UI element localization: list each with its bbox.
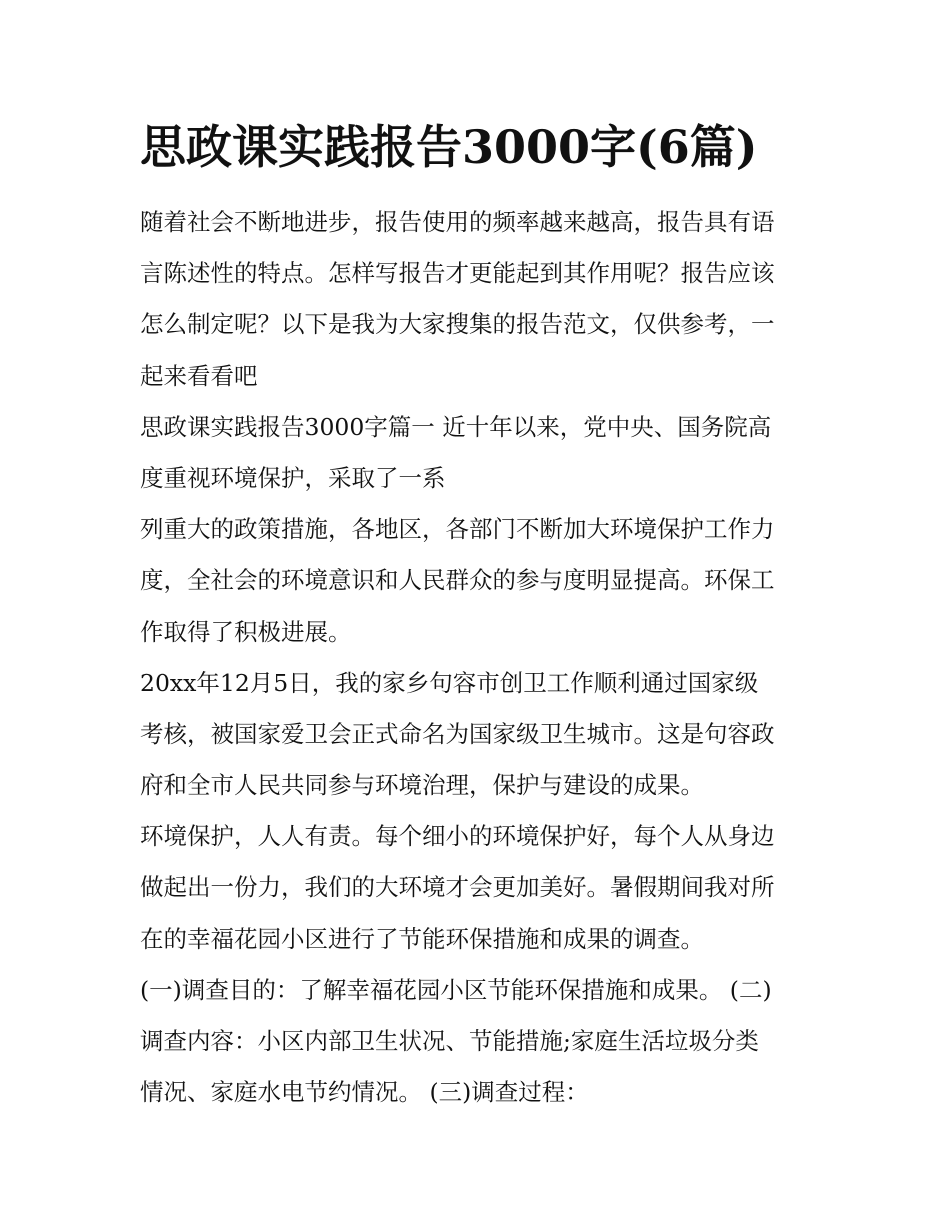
text-line: 做起出一份力，我们的大环境才会更加美好。暑假期间我对所: [140, 873, 775, 902]
text-line: 环境保护，人人有责。每个细小的环境保护好，每个人从身边: [140, 822, 775, 851]
document-title: 思政课实践报告3000字(6篇): [140, 120, 758, 174]
text-line: 怎么制定呢？以下是我为大家搜集的报告范文，仅供参考，一: [140, 310, 775, 339]
text-line: 度，全社会的环境意识和人民群众的参与度明显提高。环保工: [140, 566, 775, 595]
text-line: 列重大的政策措施，各地区，各部门不断加大环境保护工作力: [140, 515, 775, 544]
text-line: 作取得了积极进展。: [140, 617, 352, 646]
text-line: 20xx年12月5日，我的家乡句容市创卫工作顺利通过国家级: [140, 668, 759, 697]
text-line: 情况、家庭水电节约情况。 (三)调查过程：: [140, 1078, 589, 1107]
text-line: 考核，被国家爱卫会正式命名为国家级卫生城市。这是句容政: [140, 719, 775, 748]
text-line: 调查内容：小区内部卫生状况、节能措施;家庭生活垃圾分类: [140, 1027, 759, 1055]
text-line: 度重视环境保护，采取了一系: [140, 463, 446, 492]
text-line: 言陈述性的特点。怎样写报告才更能起到其作用呢？报告应该: [140, 259, 775, 288]
text-line: 在的幸福花园小区进行了节能环保措施和成果的调查。: [140, 924, 704, 953]
text-line: (一)调查目的：了解幸福花园小区节能环保措施和成果。 (二): [140, 975, 772, 1004]
text-line: 随着社会不断地进步，报告使用的频率越来越高，报告具有语: [140, 208, 775, 236]
document-body: [140, 197, 820, 1118]
text-line: 思政课实践报告3000字篇一 近十年以来，党中央、国务院高: [140, 412, 772, 441]
text-line: 府和全市人民共同参与环境治理，保护与建设的成果。: [140, 771, 704, 800]
text-line: 起来看看吧: [140, 361, 258, 390]
